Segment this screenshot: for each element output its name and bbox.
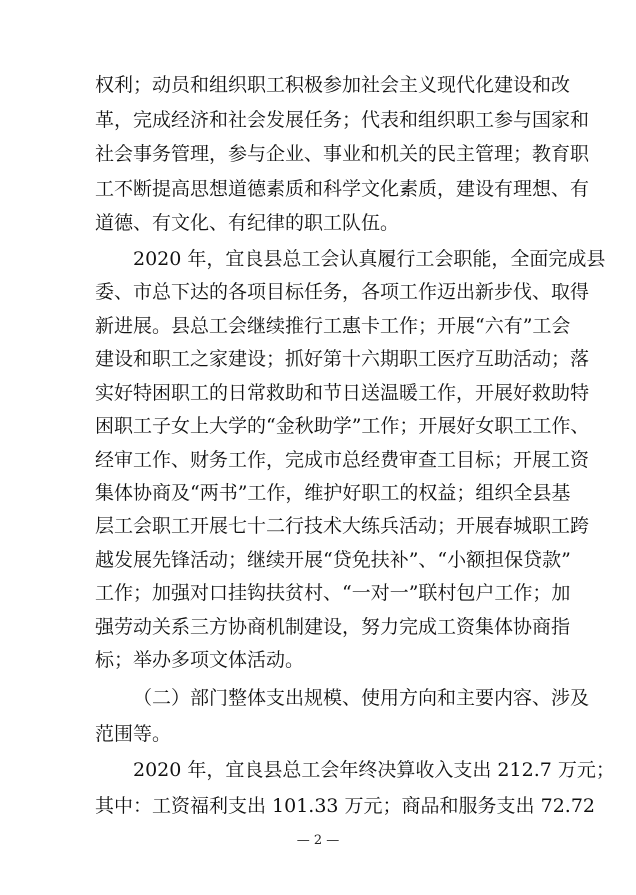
text-line: 标；举办多项文体活动。 xyxy=(95,649,305,671)
text-line: 经审工作、财务工作，完成市总经费审查工目标；开展工资 xyxy=(95,449,590,471)
text-line: 层工会职工开展七十二行技术大练兵活动；开展春城职工跨 xyxy=(95,515,590,537)
text-line: 道德、有文化、有纪律的职工队伍。 xyxy=(95,212,400,234)
text-line: 工不断提高思想道德素质和科学文化素质，建设有理想、有 xyxy=(95,178,590,200)
text-line: 社会事务管理，参与企业、事业和机关的民主管理；教育职 xyxy=(95,143,590,165)
text-line: 强劳动关系三方协商机制建设，努力完成工资集体协商指 xyxy=(95,616,571,638)
section-heading-line: （二）部门整体支出规模、使用方向和主要内容、涉及 xyxy=(133,687,590,709)
text-line: 权利；动员和组织职工积极参加社会主义现代化建设和改 xyxy=(95,74,571,96)
text-line: 建设和职工之家建设；抓好第十六期职工医疗互助活动；落 xyxy=(95,348,590,370)
text-line: 集体协商及“两书”工作，维护好职工的权益；组织全县基 xyxy=(95,482,571,504)
text-line: 2020 年，宜良县总工会年终决算收入支出 212.7 万元； xyxy=(133,759,615,781)
text-line: 其中：工资福利支出 101.33 万元；商品和服务支出 72.72 xyxy=(95,795,595,817)
text-line: 实好特困职工的日常救助和节日送温暖工作，开展好救助特 xyxy=(95,382,590,404)
text-line: 革，完成经济和社会发展任务；代表和组织职工参与国家和 xyxy=(95,109,590,131)
text-line: 越发展先锋活动；继续开展“贷免扶补”、“小额担保贷款” xyxy=(95,549,571,571)
text-line: 新进展。县总工会继续推行工惠卡工作；开展“六有”工会 xyxy=(95,315,571,337)
text-line: 2020 年，宜良县总工会认真履行工会职能，全面完成县 xyxy=(133,248,606,270)
text-line: 委、市总下达的各项目标任务，各项工作迈出新步伐、取得 xyxy=(95,281,590,303)
section-heading-line: 范围等。 xyxy=(95,723,172,745)
text-line: 困职工子女上大学的“金秋助学”工作；开展好女职工工作、 xyxy=(95,415,590,437)
text-line: 工作；加强对口挂钩扶贫村、“一对一”联村包户工作；加 xyxy=(95,582,571,604)
page-number: — 2 — xyxy=(296,833,340,848)
